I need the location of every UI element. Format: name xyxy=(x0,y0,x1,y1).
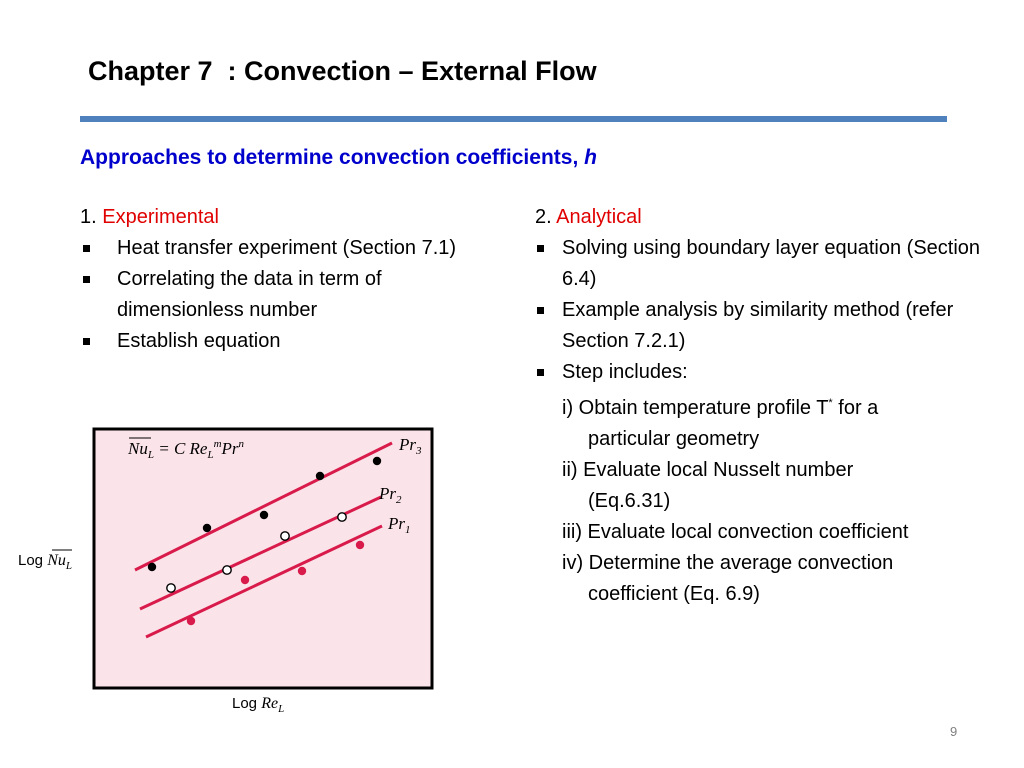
data-point-pr2 xyxy=(281,532,289,540)
data-point-pr3 xyxy=(373,457,381,465)
data-point-pr2 xyxy=(338,513,346,521)
step-item xyxy=(535,517,995,548)
step-continuation: coefficient (Eq. 6.9) xyxy=(588,583,760,605)
equation-nu-sub: L xyxy=(147,449,154,461)
y-axis-label-log: Log xyxy=(18,552,48,569)
correlation-figure xyxy=(14,424,444,724)
series-label-sub: 3 xyxy=(416,445,422,457)
series-label-text: Pr xyxy=(388,514,405,533)
y-axis-label-var: Nu xyxy=(47,552,66,569)
bullet-square-icon xyxy=(537,369,544,376)
analytical-title: Analytical xyxy=(556,206,642,228)
series-label-text: Pr xyxy=(399,435,416,454)
step-continuation: (Eq.6.31) xyxy=(588,490,671,512)
step-superscript: * xyxy=(828,397,833,409)
slide-title: Chapter 7 : Convection – External Flow xyxy=(88,56,597,86)
bullet-square-icon xyxy=(537,245,544,252)
figure-frame xyxy=(94,429,432,688)
x-axis-label-log: Log xyxy=(232,695,262,712)
list-item-text: Example analysis by similarity method (refer Section 7.2.1) xyxy=(562,299,954,352)
x-axis-label-sub: L xyxy=(278,703,285,715)
bullet-square-icon xyxy=(537,307,544,314)
equation-exp-n: n xyxy=(238,438,245,450)
data-point-pr3 xyxy=(203,524,211,532)
x-axis-label xyxy=(232,695,284,715)
step-text: ii) Evaluate local Nusselt number xyxy=(562,459,854,481)
list-item xyxy=(535,233,995,295)
list-item-text: Step includes: xyxy=(562,361,688,383)
section-heading-variable: h xyxy=(584,146,597,169)
list-item-text: Solving using boundary layer equation (Section 6.4) xyxy=(562,237,981,290)
data-point-pr2 xyxy=(167,584,175,592)
y-axis-label xyxy=(18,552,72,572)
series-label-sub: 2 xyxy=(396,494,402,506)
section-heading-text: Approaches to determine convection coefficients, xyxy=(80,146,585,169)
step-item xyxy=(535,548,995,610)
data-point-pr1 xyxy=(241,576,249,584)
step-text: iii) Evaluate local convection coefficient xyxy=(562,521,909,543)
title-divider xyxy=(80,116,947,122)
list-item-text: Heat transfer experiment (Section 7.1) xyxy=(117,237,457,259)
y-axis-label-sub: L xyxy=(65,560,72,572)
bullet-square-icon xyxy=(83,245,90,252)
list-item xyxy=(80,233,480,264)
data-point-pr2 xyxy=(223,566,231,574)
equation-pr: Pr xyxy=(221,439,239,458)
analytical-column xyxy=(535,202,995,610)
data-point-pr3 xyxy=(148,563,156,571)
section-heading xyxy=(80,146,597,170)
experimental-column xyxy=(80,202,480,357)
step-text: iv) Determine the average convection xyxy=(562,552,894,574)
step-text: i) Obtain temperature profile T xyxy=(562,397,829,419)
data-point-pr3 xyxy=(260,511,268,519)
data-point-pr3 xyxy=(316,472,324,480)
step-text-tail: for a xyxy=(832,397,879,419)
equation-nu: Nu xyxy=(128,439,148,458)
list-item xyxy=(535,295,995,357)
list-item xyxy=(80,326,480,357)
bullet-square-icon xyxy=(83,338,90,345)
bullet-square-icon xyxy=(83,276,90,283)
list-item xyxy=(80,264,480,326)
list-item-text: Correlating the data in term of dimensionless number xyxy=(117,268,382,321)
step-item xyxy=(535,455,995,517)
experimental-number: 1. xyxy=(80,206,103,228)
x-axis-label-var: Re xyxy=(261,695,279,712)
series-label-text: Pr xyxy=(379,484,396,503)
equation-re-sub: L xyxy=(207,449,214,461)
equation-exp-m: m xyxy=(213,438,222,450)
data-point-pr1 xyxy=(187,617,195,625)
analytical-heading xyxy=(535,202,995,233)
list-item xyxy=(535,357,995,388)
data-point-pr1 xyxy=(356,541,364,549)
data-point-pr1 xyxy=(298,567,306,575)
equation-label xyxy=(127,438,245,461)
page-number: 9 xyxy=(950,724,958,739)
experimental-title: Experimental xyxy=(102,206,219,228)
experimental-heading xyxy=(80,202,480,233)
step-continuation: particular geometry xyxy=(588,428,760,450)
step-item xyxy=(535,388,995,455)
analytical-number: 2. xyxy=(535,206,557,228)
series-label-sub: 1 xyxy=(405,524,411,536)
list-item-text: Establish equation xyxy=(117,330,281,352)
equation-body: = C Re xyxy=(153,439,208,458)
